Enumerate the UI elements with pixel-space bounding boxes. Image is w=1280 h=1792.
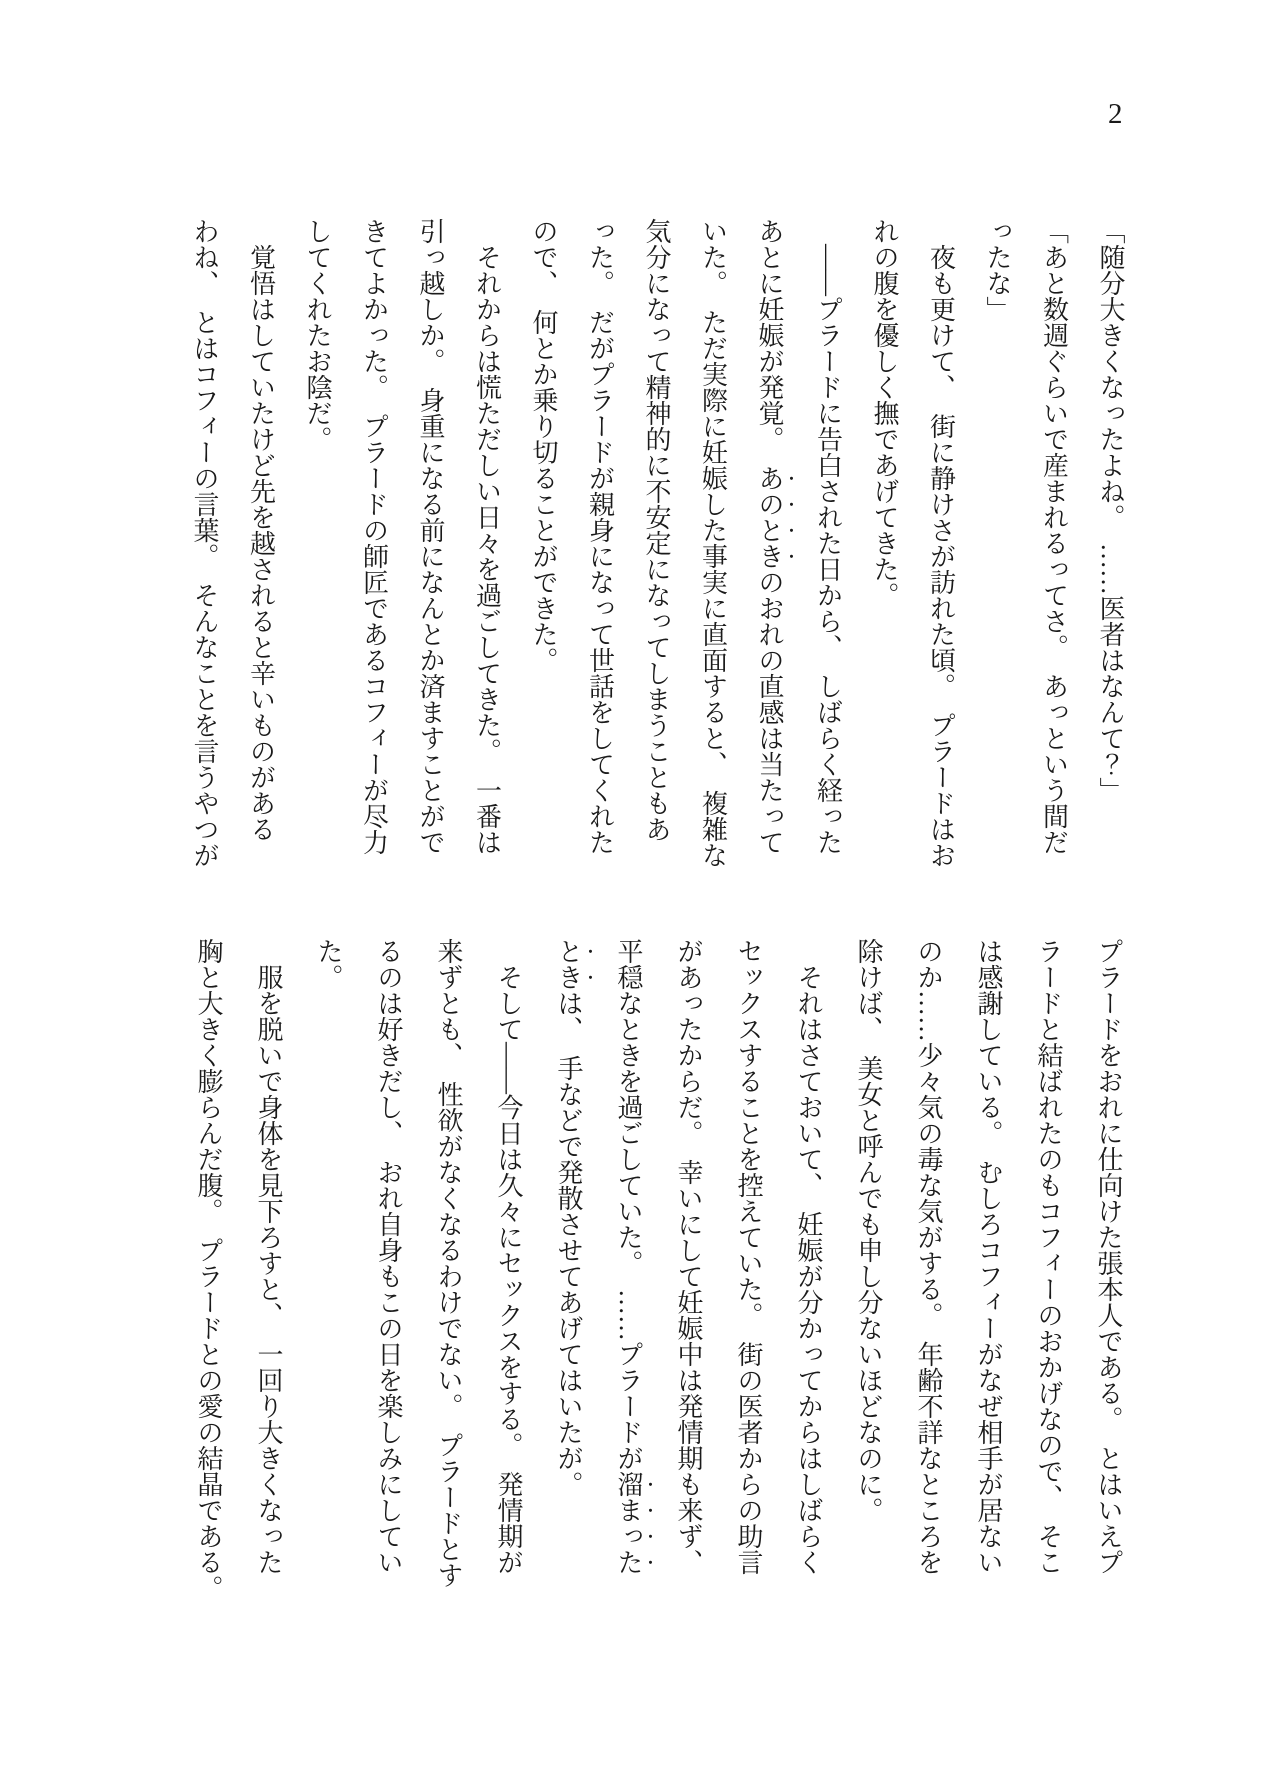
text-segment: 服を脱いで身体を見下ろすと、 一回り大きくなった — [254, 964, 283, 1575]
text-segment: 「随分大きくなったよね。 ……医者はなんて？」 — [1096, 218, 1125, 803]
text-segment: ので、 何とか乗り切ることができた。 — [529, 218, 558, 673]
text-segment: 「あと数週ぐらいで産まれるってさ。 あっという間だ — [1039, 218, 1069, 855]
text-line — [298, 938, 358, 1650]
text-segment: そして——今日は久々にセックスをする。 発情期が — [494, 964, 523, 1575]
emphasis-text: とき — [554, 938, 583, 990]
text-segment: た。 — [314, 938, 343, 990]
text-segment: ラードと結ばれたのもコフィーのおかげなので、 そこ — [1034, 938, 1063, 1575]
text-segment: いた。 ただ実際に妊娠した事実に直面すると、 複雑な — [698, 218, 728, 868]
text-line — [478, 938, 538, 1650]
text-line — [418, 938, 478, 1650]
text-line — [345, 218, 402, 930]
text-segment: があったからだ。 幸いにして妊娠中は発情期も来ず、 — [674, 938, 703, 1575]
text-segment: 覚悟はしていたけど先を越されると辛いものがある — [246, 244, 276, 842]
emphasis-text: 溜まった — [614, 1471, 643, 1575]
text-line — [856, 218, 913, 930]
text-line — [402, 218, 459, 930]
text-line — [658, 938, 718, 1650]
text-segment: 夜も更けて、 街に静けさが訪れた頃。 プラードはお — [926, 244, 956, 868]
text-line — [598, 938, 658, 1650]
text-segment: は感謝している。 むしろコフィーがなぜ相手が居ない — [974, 938, 1003, 1575]
text-line — [718, 938, 778, 1650]
text-segment: るのは好きだし、 おれ自身もこの日を楽しみにしてい — [374, 938, 403, 1575]
text-line — [969, 218, 1026, 930]
text-line — [958, 938, 1018, 1650]
text-line — [176, 218, 233, 930]
text-segment: それからは慌ただしい日々を過ごしてきた。 一番は — [472, 244, 502, 855]
text-line — [178, 938, 238, 1650]
text-line — [538, 938, 598, 1650]
text-segment: ——プラードに告白された日から、 しばらく経った — [813, 244, 843, 855]
text-segment: 平穏なときを過ごしていた。 ……プラードが — [614, 938, 643, 1471]
text-segment: 除けば、 美女と呼んでも申し分ないほどなのに。 — [854, 938, 883, 1523]
text-segment: 来ずとも、 性欲がなくなるわけでない。 プラードとす — [434, 938, 463, 1588]
text-segment: それはさておいて、 妊娠が分かってからはしばらく — [794, 964, 823, 1575]
text-segment: は、 手などで発散させてあげてはいたが。 — [554, 990, 583, 1497]
text-line — [571, 218, 628, 930]
text-segment: きてよかった。 プラードの師匠であるコフィーが尽力 — [359, 218, 389, 855]
text-line — [458, 218, 515, 930]
text-line — [778, 938, 838, 1650]
text-line — [232, 218, 289, 930]
text-line — [358, 938, 418, 1650]
text-segment: 気分になって精神的に不安定になってしまうこともあ — [642, 218, 671, 842]
text-segment: プラードをおれに仕向けた張本人である。 とはいえプ — [1094, 938, 1123, 1575]
top-text-block — [176, 218, 1139, 930]
text-segment: セックスすることを控えていた。 街の医者からの助言 — [734, 938, 763, 1575]
text-segment: れの腹を優しく撫であげてきた。 — [870, 218, 899, 608]
text-line — [1082, 218, 1139, 930]
text-line — [684, 218, 741, 930]
text-segment: 胸と大きく膨らんだ腹。 プラードとの愛の結晶である。 — [194, 938, 223, 1601]
text-line — [1018, 938, 1078, 1650]
emphasis-text: あのとき — [755, 465, 784, 569]
text-line — [238, 938, 298, 1650]
bottom-text-block — [178, 938, 1138, 1650]
text-line — [838, 938, 898, 1650]
text-line — [289, 218, 346, 930]
text-segment: のおれの直感は当たって — [755, 569, 784, 855]
text-segment: わね、 とはコフィーの言葉。 そんなことを言うやつが — [190, 218, 219, 868]
text-line — [799, 218, 856, 930]
text-line — [898, 938, 958, 1650]
text-line — [1025, 218, 1082, 930]
page-number: 2 — [1108, 98, 1123, 130]
text-segment: 引っ越しか。 身重になる前になんとか済ますことがで — [416, 218, 445, 855]
text-segment: してくれたお陰だ。 — [303, 218, 332, 452]
text-line — [1078, 938, 1138, 1650]
text-segment: った。 だがプラードが親身になって世話をしてくれた — [585, 218, 615, 855]
text-line — [741, 218, 800, 930]
text-segment: あとに妊娠が発覚。 — [755, 218, 784, 465]
text-segment: ったな」 — [983, 218, 1012, 322]
text-line — [912, 218, 969, 930]
text-segment: のか……少々気の毒な気がする。 年齢不詳なところを — [914, 938, 943, 1575]
text-line — [628, 218, 685, 930]
text-line — [515, 218, 572, 930]
